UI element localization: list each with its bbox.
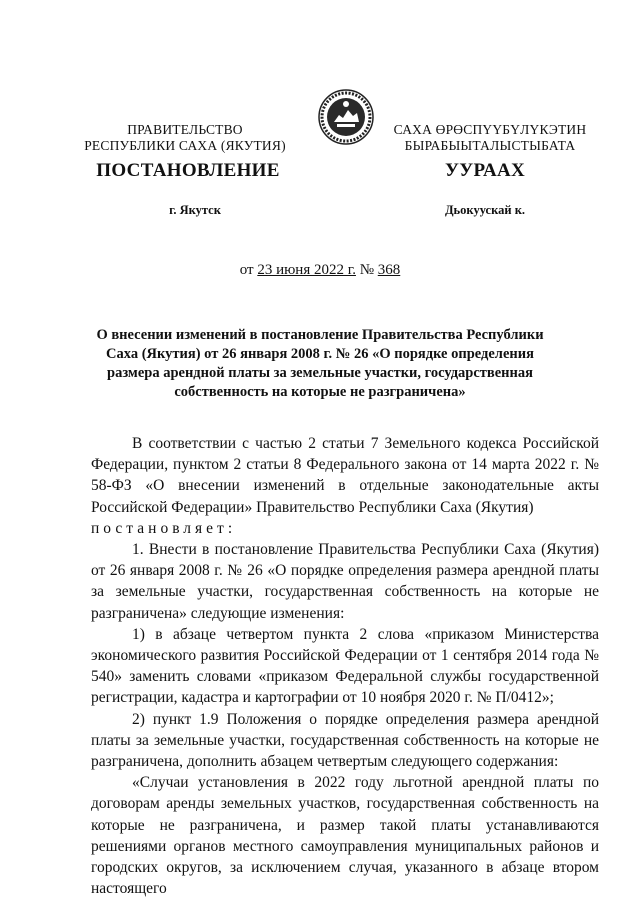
- coat-of-arms-emblem: [317, 88, 375, 146]
- document-body: [91, 433, 599, 899]
- date-prefix: от: [239, 262, 258, 278]
- decree-word: постановляет:: [91, 519, 237, 537]
- number-label: №: [355, 262, 378, 278]
- doc-type-sah: УУРААХ: [444, 160, 526, 181]
- document-title: О внесении изменений в постановление Правительства Республики Саха (Якутия) от 26 января 2008 г. № 26 «О порядке определения размера арендной платы за земельные участки, государственная собственность на которые не разграничена»: [96, 327, 544, 400]
- date-line: [0, 262, 640, 279]
- government-name-sah-line1: САХА ӨРӨСПҮҮБҮЛҮКЭТИН: [393, 122, 587, 137]
- paragraph-quote: «Случаи установления в 2022 году льготной арендной платы по договорам аренды земельных участков, государственная собственность на которые не разграничена, и размер такой платы устанавливаются решениями органов местного самоуправления муниципальных районов и городских округов, за исключением случая, указанного в абзаце втором настоящего: [91, 774, 599, 898]
- city-sah: Дьокуускай к.: [444, 203, 526, 217]
- government-name-sah-line2: БЫРАБЫЫТАЛЫСТЫБАТА: [404, 138, 576, 153]
- government-name-ru-line1: ПРАВИТЕЛЬСТВО: [127, 122, 243, 137]
- paragraph-item-1: 1. Внести в постановление Правительства Республики Саха (Якутия) от 26 января 2008 г. № 26 «О порядке определения размера арендной платы за земельные участки, государственная собственность на которые не разграничена» следующие изменения:: [91, 541, 599, 622]
- header-left: [60, 122, 310, 154]
- paragraph-subitem-2: 2) пункт 1.9 Положения о порядке определения размера арендной платы за земельные участки, государственная собственность на которые не разграничена, дополнить абзацем четвертым следующего содержания:: [91, 710, 599, 771]
- doc-type-ru: ПОСТАНОВЛЕНИЕ: [96, 160, 280, 181]
- government-name-ru-line2: РЕСПУБЛИКИ САХА (ЯКУТИЯ): [84, 138, 286, 153]
- city-ru: г. Якутск: [169, 203, 221, 217]
- decree-date: 23 июня 2022 г.: [257, 262, 356, 278]
- header-right: [370, 122, 610, 154]
- decree-number: 368: [377, 262, 401, 278]
- paragraph-preamble: В соответствии с частью 2 статьи 7 Земельного кодекса Российской Федерации, пунктом 2 статьи 8 Федерального закона от 14 марта 2022 г. № 58-ФЗ «О внесении изменений в отдельные законодательные акты Российской Федерации» Правительство Республики Саха (Якутия): [91, 435, 599, 516]
- paragraph-subitem-1: 1) в абзаце четвертом пункта 2 слова «приказом Министерства экономического развития Российской Федерации от 1 сентября 2014 года № 540» заменить словами «приказом Федеральной службы государственной регистрации, кадастра и картографии от 10 ноября 2020 г. № П/0412»;: [91, 625, 599, 707]
